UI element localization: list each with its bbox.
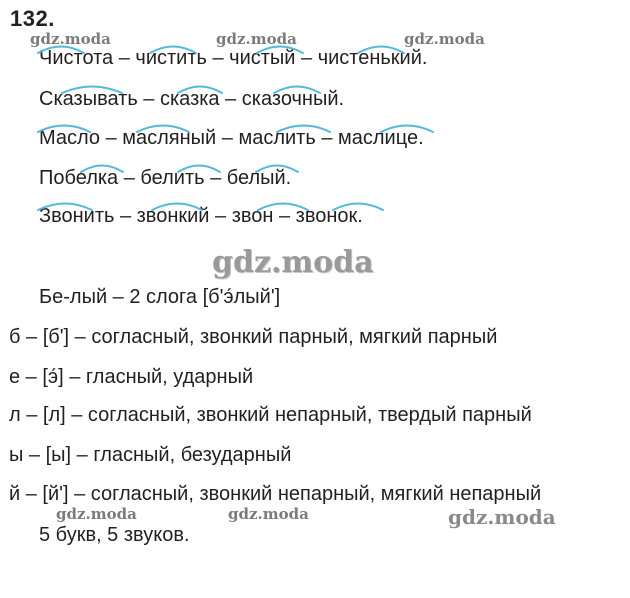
letter-analysis-line: б – [б'] – согласный, звонкий парный, мягкий парный — [9, 326, 498, 348]
word-chain-line: Побелка – белить – белый. — [39, 167, 292, 189]
letter-analysis-line: л – [л] – согласный, звонкий непарный, твердый парный — [9, 404, 532, 426]
analysis-header: Бе-лый – 2 слога [б'э́лый'] — [39, 286, 281, 308]
watermark: gdz.moda — [56, 505, 137, 523]
watermark: gdz.moda — [404, 30, 485, 48]
watermark: gdz.moda — [30, 30, 111, 48]
watermark-large: gdz.moda — [212, 245, 374, 280]
letter-analysis-line: й – [й'] – согласный, звонкий непарный, мягкий непарный — [9, 483, 542, 505]
word-chain-line: Чистота – чистить – чистый – чистенький. — [39, 47, 428, 69]
watermark: gdz.moda — [216, 30, 297, 48]
letter-analysis-line: е – [э́] – гласный, ударный — [9, 366, 254, 388]
word-chain-line: Звонить – звонкий – звон – звонок. — [39, 205, 363, 227]
watermark: gdz.moda — [228, 505, 309, 523]
watermark: gdz.moda — [448, 505, 556, 529]
word-chain-line: Масло – масляный – маслить – маслице. — [39, 127, 424, 149]
word-chain-line: Сказывать – сказка – сказочный. — [39, 88, 345, 110]
letter-analysis-line: ы – [ы] – гласный, безударный — [9, 444, 292, 466]
analysis-summary: 5 букв, 5 звуков. — [39, 524, 190, 546]
exercise-number: 132. — [10, 6, 55, 31]
